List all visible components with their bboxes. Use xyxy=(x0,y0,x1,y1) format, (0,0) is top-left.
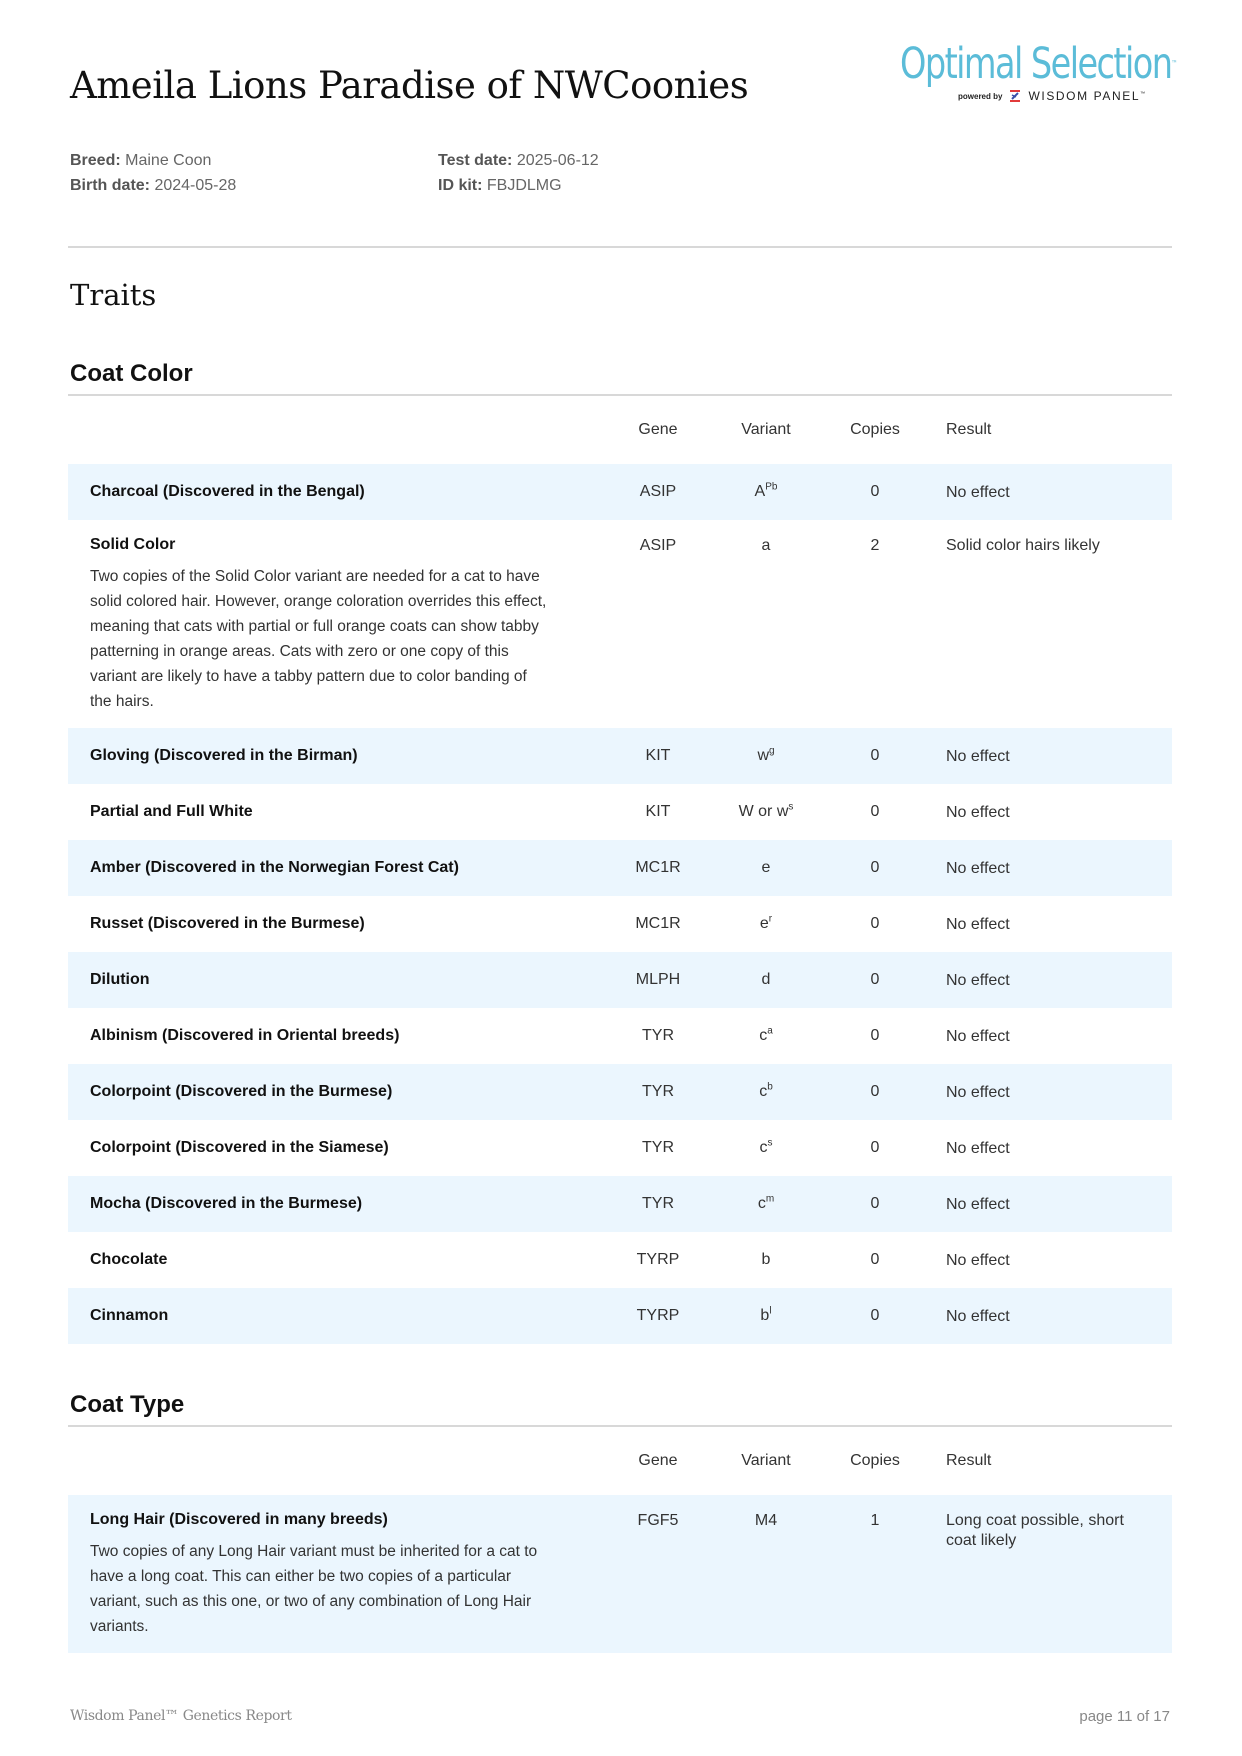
id-kit-value: FBJDLMG xyxy=(486,177,562,194)
variant-base: A xyxy=(754,483,766,500)
variant-base: c xyxy=(759,1083,768,1100)
variant-base: c xyxy=(757,1195,766,1212)
gene-cell: ASIP xyxy=(639,483,677,500)
logo-brand-tm: ™ xyxy=(1140,91,1146,97)
trait-cell xyxy=(68,1511,606,1639)
variant-cell xyxy=(710,1251,822,1269)
variant-base: c xyxy=(759,1139,768,1156)
breed-field xyxy=(70,148,236,173)
variant-base: b xyxy=(761,1251,771,1268)
trait-name: Chocolate xyxy=(90,1251,168,1268)
copies-cell: 1 xyxy=(870,1512,880,1529)
coat-color-section xyxy=(68,360,1172,1344)
result-cell: Long coat possible, short coat likely xyxy=(946,1512,1124,1549)
gene-cell: MC1R xyxy=(635,859,681,876)
coat-color-title: Coat Color xyxy=(68,360,1172,396)
trait-name: Amber (Discovered in the Norwegian Forest Cat) xyxy=(90,859,459,876)
copies-cell: 0 xyxy=(870,1027,880,1044)
variant-superscript: l xyxy=(769,1305,772,1317)
result-cell: No effect xyxy=(946,1251,1010,1269)
variant-cell xyxy=(710,1195,822,1213)
wisdom-panel-helix-icon xyxy=(1008,89,1022,103)
meta-right xyxy=(438,148,599,198)
birth-date-label: Birth date: xyxy=(70,177,150,194)
copies-cell: 0 xyxy=(870,859,880,876)
variant-superscript: m xyxy=(765,1193,775,1205)
result-cell: No effect xyxy=(946,1027,1010,1045)
variant-base: w xyxy=(757,747,769,764)
copies-cell: 0 xyxy=(870,971,880,988)
trait-name: Colorpoint (Discovered in the Burmese) xyxy=(90,1083,393,1100)
header-divider xyxy=(68,246,1172,248)
variant-cell xyxy=(710,915,822,933)
trait-name: Gloving (Discovered in the Birman) xyxy=(90,747,358,764)
table-row xyxy=(68,464,1172,520)
trait-description: Two copies of the Solid Color variant are needed for a cat to have solid colored hair. However, orange coloration overrides this effect, meaning that cats with partial or full orange coats can show tabby patterning in orange areas. Cats with zero or one copy of this variant are likely to have a tabby pattern due to color banding of the hairs. xyxy=(90,568,547,710)
trait-name: Albinism (Discovered in Oriental breeds) xyxy=(90,1027,400,1044)
table-row xyxy=(68,1288,1172,1344)
variant-superscript: a xyxy=(767,1025,773,1037)
variant-cell xyxy=(710,1083,822,1101)
trait-cell xyxy=(68,747,606,765)
trait-cell xyxy=(68,1083,606,1101)
variant-cell xyxy=(710,1027,822,1045)
variant-base: W or w xyxy=(738,803,789,820)
gene-cell: ASIP xyxy=(639,537,677,554)
variant-cell xyxy=(710,971,822,989)
variant-cell xyxy=(710,483,822,501)
copies-cell: 0 xyxy=(870,1307,880,1324)
logo-main-text: Optimal Selection xyxy=(900,39,1172,89)
footer-report-name: Wisdom Panel™ Genetics Report xyxy=(70,1708,292,1724)
gene-cell: MC1R xyxy=(635,915,681,932)
variant-superscript: r xyxy=(768,913,773,925)
copies-cell: 0 xyxy=(870,803,880,820)
coat-color-rows xyxy=(68,464,1172,1344)
header-variant: Variant xyxy=(741,1452,791,1469)
table-row xyxy=(68,1232,1172,1288)
variant-cell xyxy=(710,859,822,877)
gene-cell: TYR xyxy=(642,1083,674,1100)
id-kit-field xyxy=(438,173,599,198)
header-copies: Copies xyxy=(850,1452,900,1469)
copies-cell: 0 xyxy=(870,483,880,500)
id-kit-label: ID kit: xyxy=(438,177,483,194)
variant-superscript: b xyxy=(767,1081,773,1093)
table-row xyxy=(68,1176,1172,1232)
table-row xyxy=(68,784,1172,840)
gene-cell: KIT xyxy=(645,803,671,820)
page-title: Ameila Lions Paradise of NWCoonies xyxy=(70,64,749,107)
trait-name: Dilution xyxy=(90,971,150,988)
header-copies: Copies xyxy=(850,421,900,438)
trait-name: Partial and Full White xyxy=(90,803,253,820)
result-cell: No effect xyxy=(946,1195,1010,1213)
table-row xyxy=(68,520,1172,728)
copies-cell: 2 xyxy=(870,537,880,554)
trait-cell xyxy=(68,1195,606,1213)
header-gene: Gene xyxy=(638,421,678,438)
copies-cell: 0 xyxy=(870,1083,880,1100)
trait-cell xyxy=(68,1251,606,1269)
trait-cell xyxy=(68,915,606,933)
variant-base: e xyxy=(761,859,771,876)
header-variant: Variant xyxy=(741,421,791,438)
table-row xyxy=(68,952,1172,1008)
variant-superscript: Pb xyxy=(765,481,778,493)
trait-name: Long Hair (Discovered in many breeds) xyxy=(90,1511,388,1528)
breed-label: Breed: xyxy=(70,152,121,169)
logo-powered-by: powered by xyxy=(958,91,1003,101)
gene-cell: TYRP xyxy=(636,1251,680,1268)
variant-superscript: s xyxy=(767,1137,773,1149)
trait-name: Solid Color xyxy=(90,536,176,553)
variant-base: e xyxy=(759,915,769,932)
variant-superscript: s xyxy=(788,801,794,813)
variant-base: d xyxy=(761,971,771,988)
variant-cell xyxy=(710,536,822,556)
table-row xyxy=(68,1495,1172,1653)
gene-cell: TYRP xyxy=(636,1307,680,1324)
trait-name: Russet (Discovered in the Burmese) xyxy=(90,915,365,932)
trait-name: Charcoal (Discovered in the Bengal) xyxy=(90,483,365,500)
test-date-label: Test date: xyxy=(438,152,513,169)
logo-wordmark xyxy=(900,39,1178,89)
result-cell: No effect xyxy=(946,1139,1010,1157)
coat-type-title: Coat Type xyxy=(68,1391,1172,1427)
test-date-value: 2025-06-12 xyxy=(516,152,599,169)
copies-cell: 0 xyxy=(870,1139,880,1156)
result-cell: No effect xyxy=(946,859,1010,877)
trait-cell xyxy=(68,483,606,501)
trait-name: Cinnamon xyxy=(90,1307,169,1324)
test-date-field xyxy=(438,148,599,173)
variant-cell xyxy=(710,747,822,765)
variant-base: c xyxy=(759,1027,768,1044)
breed-value: Maine Coon xyxy=(125,152,212,169)
gene-cell: KIT xyxy=(645,747,671,764)
trait-cell xyxy=(68,803,606,821)
gene-cell: TYR xyxy=(642,1195,674,1212)
trait-cell xyxy=(68,1307,606,1325)
gene-cell: FGF5 xyxy=(637,1512,679,1529)
gene-cell: TYR xyxy=(642,1139,674,1156)
copies-cell: 0 xyxy=(870,915,880,932)
header-result: Result xyxy=(946,1452,992,1469)
variant-cell xyxy=(710,1307,822,1325)
coat-type-rows xyxy=(68,1495,1172,1653)
result-cell: No effect xyxy=(946,971,1010,989)
trait-cell xyxy=(68,971,606,989)
variant-cell xyxy=(710,1511,822,1531)
variant-cell xyxy=(710,803,822,821)
trait-cell xyxy=(68,1027,606,1045)
table-row xyxy=(68,1008,1172,1064)
copies-cell: 0 xyxy=(870,1251,880,1268)
result-cell: No effect xyxy=(946,1307,1010,1325)
logo-brand xyxy=(1028,89,1145,103)
table-row xyxy=(68,728,1172,784)
variant-superscript: g xyxy=(769,745,775,757)
copies-cell: 0 xyxy=(870,1195,880,1212)
result-cell: No effect xyxy=(946,915,1010,933)
meta-left xyxy=(70,148,236,198)
logo-tm: ™ xyxy=(1171,59,1178,68)
trait-cell xyxy=(68,1139,606,1157)
birth-date-field xyxy=(70,173,236,198)
variant-base: b xyxy=(760,1307,770,1324)
coat-type-table-header xyxy=(68,1427,1172,1495)
footer-page-number: page 11 of 17 xyxy=(1079,1708,1170,1725)
result-cell: No effect xyxy=(946,483,1010,501)
table-row xyxy=(68,896,1172,952)
header-gene: Gene xyxy=(638,1452,678,1469)
table-row xyxy=(68,1120,1172,1176)
table-row xyxy=(68,840,1172,896)
variant-base: M4 xyxy=(754,1512,778,1529)
copies-cell: 0 xyxy=(870,747,880,764)
result-cell: No effect xyxy=(946,803,1010,821)
coat-type-section xyxy=(68,1391,1172,1653)
optimal-selection-logo xyxy=(900,39,1178,110)
variant-base: a xyxy=(761,537,771,554)
birth-date-value: 2024-05-28 xyxy=(154,177,237,194)
gene-cell: TYR xyxy=(642,1027,674,1044)
trait-cell xyxy=(68,536,606,714)
gene-cell: MLPH xyxy=(635,971,681,988)
coat-color-table-header xyxy=(68,396,1172,464)
logo-subline xyxy=(958,89,1145,103)
trait-name: Colorpoint (Discovered in the Siamese) xyxy=(90,1139,389,1156)
trait-cell xyxy=(68,859,606,877)
traits-heading: Traits xyxy=(70,278,157,312)
result-cell: Solid color hairs likely xyxy=(946,537,1100,554)
trait-name: Mocha (Discovered in the Burmese) xyxy=(90,1195,363,1212)
header-result: Result xyxy=(946,421,992,438)
result-cell: No effect xyxy=(946,747,1010,765)
result-cell: No effect xyxy=(946,1083,1010,1101)
logo-brand-text: WISDOM PANEL xyxy=(1028,89,1141,103)
variant-cell xyxy=(710,1139,822,1157)
table-row xyxy=(68,1064,1172,1120)
trait-description: Two copies of any Long Hair variant must be inherited for a cat to have a long coat. This can either be two copies of a particular variant, such as this one, or two of any combination of Long Hair variants. xyxy=(90,1543,538,1635)
